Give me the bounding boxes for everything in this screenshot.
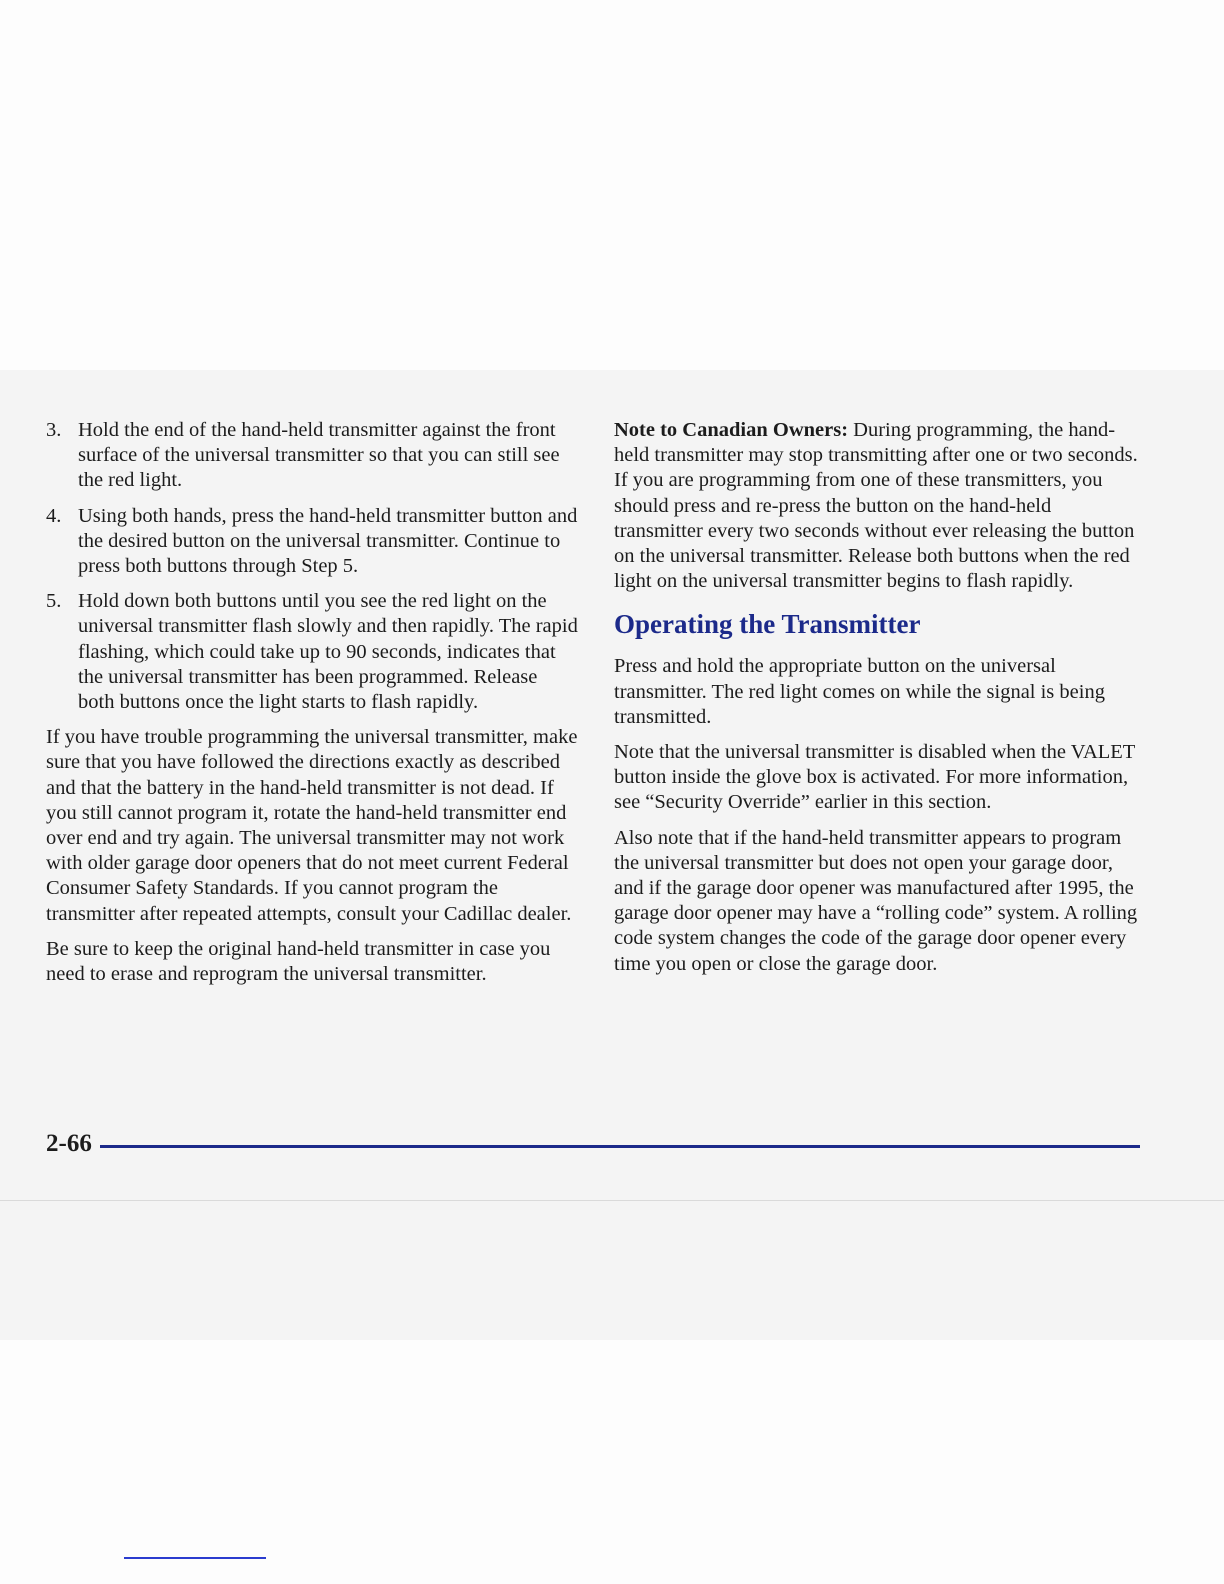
page-number: 2-66	[46, 1130, 92, 1157]
section-heading: Operating the Transmitter	[614, 609, 921, 640]
step-text: Hold down both buttons until you see the red light on the universal transmitter flash slowly and then rapidly. The rapid flashing, which could take up to 90 seconds, indicates that the universal transmitter has been programmed. Release both buttons once the light starts to flash rapidly.	[78, 590, 578, 714]
step-number: 3.	[46, 419, 62, 441]
rolling-code-paragraph: Also note that if the hand-held transmitter appears to program the universal transmitter but does not open your garage door, and if the garage door opener was manufactured after 1995, the garage door opener may have a “rolling code” system. A rolling code system changes the code of the garage door opener every time you open or close the garage door.	[614, 826, 1138, 975]
operate-paragraph: Press and hold the appropriate button on the universal transmitter. The red light comes on while the signal is being transmitted.	[614, 655, 1105, 728]
bottom-accent-line	[124, 1557, 266, 1559]
step-item	[46, 504, 578, 580]
steps-list	[46, 418, 578, 715]
step-number: 5.	[46, 590, 62, 613]
step-item	[46, 589, 578, 715]
keep-original-paragraph: Be sure to keep the original hand-held transmitter in case you need to erase and reprogram the universal transmitter.	[46, 937, 551, 986]
step-text: Using both hands, press the hand-held transmitter button and the desired button on the universal transmitter. Continue to press both buttons through Step 5.	[78, 504, 578, 578]
step-text: Hold the end of the hand-held transmitter against the front surface of the universal transmitter so that you can still see the red light.	[78, 419, 560, 492]
footer-rule	[100, 1145, 1140, 1148]
left-column	[46, 418, 578, 997]
faint-divider	[0, 1200, 1224, 1201]
note-text: During programming, the hand-held transmitter may stop transmitting after one or two seconds. If you are programming from one of these transmitters, you should press and re-press the button on the hand-held transmitter every two seconds without ever releasing the button on the universal transmitter. Release both buttons when the red light on the universal transmitter begins to flash rapidly.	[614, 419, 1138, 593]
step-item	[46, 418, 578, 494]
right-column	[614, 418, 1144, 987]
step-number: 4.	[46, 504, 62, 527]
note-label: Note to Canadian Owners:	[614, 419, 849, 441]
page-footer	[46, 1128, 1140, 1160]
valet-paragraph: Note that the universal transmitter is disabled when the VALET button inside the glove box is activated. For more information, see “Security Override” earlier in this section.	[614, 741, 1135, 814]
canadian-note	[614, 418, 1144, 594]
trouble-paragraph: If you have trouble programming the universal transmitter, make sure that you have followed the directions exactly as described and that the battery in the hand-held transmitter is not dead. If you still cannot program it, rotate the hand-held transmitter end over end and try again. The universal transmitter may not work with older garage door openers that do not meet current Federal Consumer Safety Standards. If you cannot program the transmitter after repeated attempts, consult your Cadillac dealer.	[46, 726, 578, 925]
